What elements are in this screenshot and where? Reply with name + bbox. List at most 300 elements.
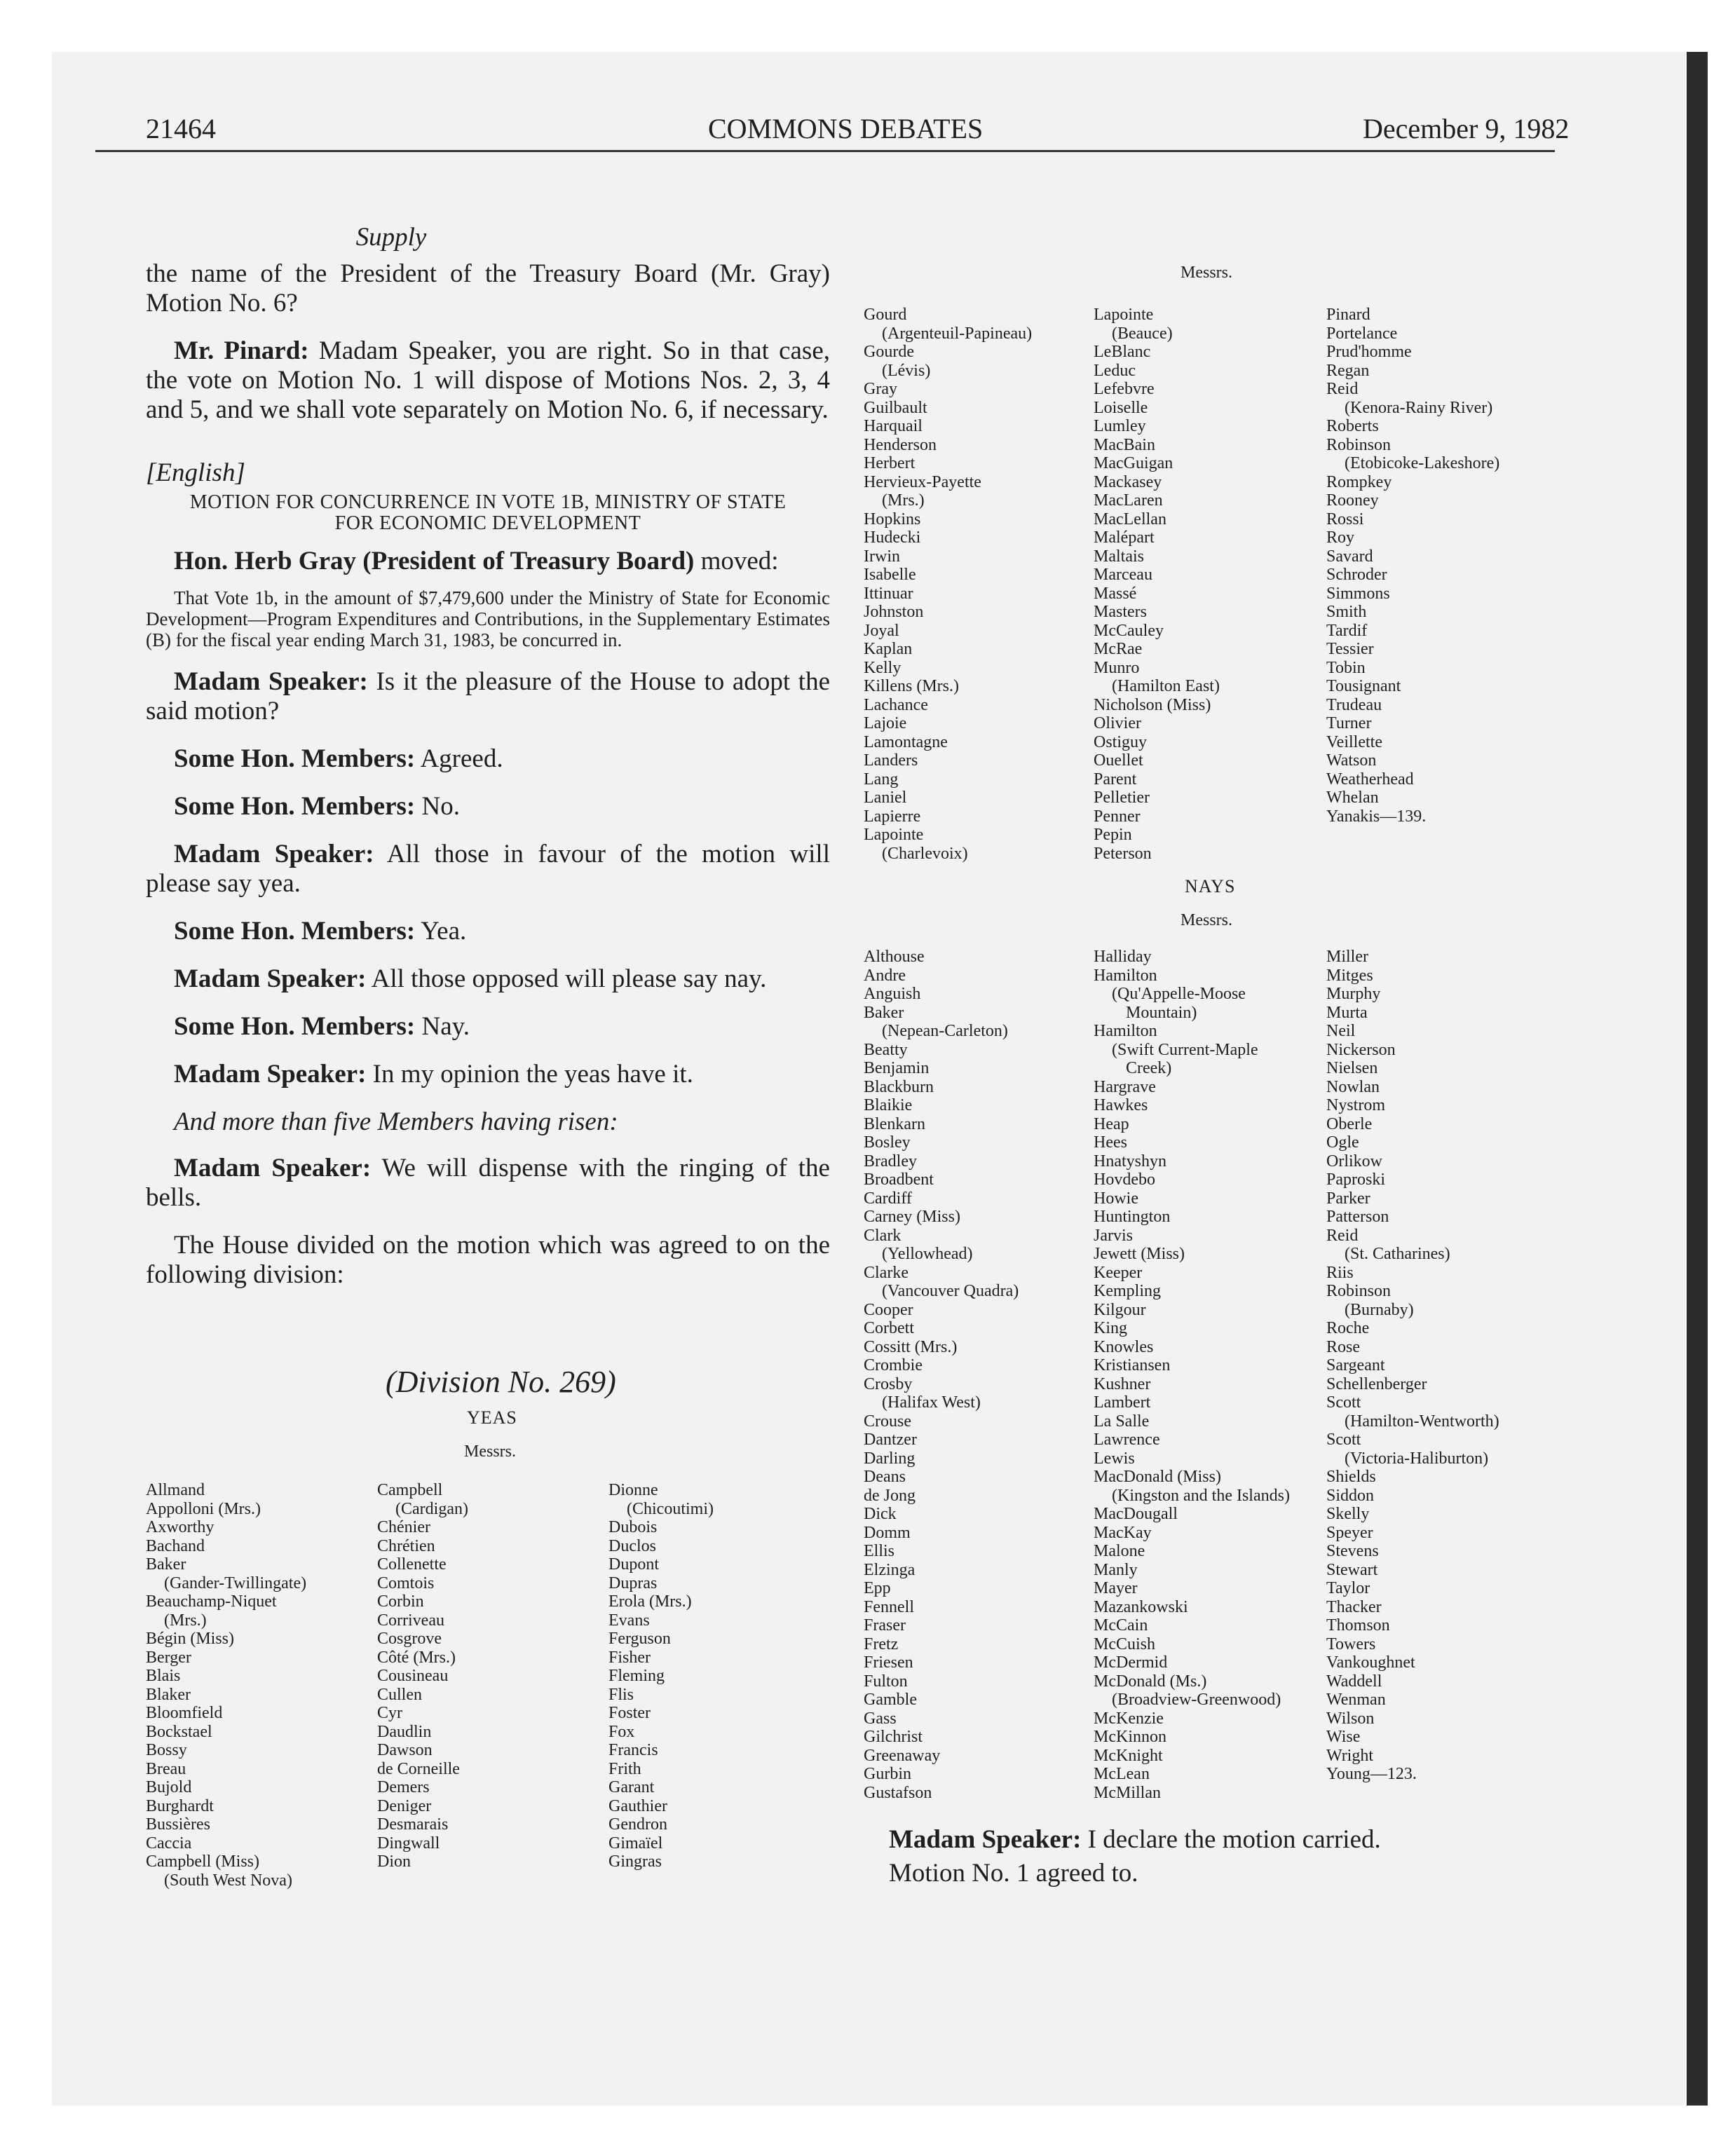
member-name: Kelly — [864, 658, 901, 677]
speaker-name: Some Hon. Members: — [174, 792, 416, 821]
member-name: Corriveau — [377, 1611, 444, 1630]
member-name: Parker — [1326, 1189, 1370, 1208]
speech-paragraph — [146, 964, 830, 994]
member-name: Caccia — [146, 1834, 192, 1853]
member-name: Schellenberger — [1326, 1374, 1427, 1393]
member-name: Portelance — [1326, 324, 1398, 343]
member-name: Creek) — [1126, 1059, 1172, 1077]
member-name: Appolloni (Mrs.) — [146, 1499, 261, 1518]
division-intro: The House divided on the motion which was agreed to on the following division: — [146, 1231, 830, 1289]
member-name: Howie — [1094, 1189, 1138, 1208]
member-name: Jewett (Miss) — [1094, 1245, 1185, 1263]
speech-text: In my opinion the yeas have it. — [366, 1060, 693, 1089]
member-name: Ittinuar — [864, 584, 913, 603]
member-name: Pinard — [1326, 306, 1370, 324]
member-name: Killens (Mrs.) — [864, 677, 959, 695]
member-name: Bussières — [146, 1815, 210, 1834]
member-name: Hamilton — [1094, 966, 1157, 985]
member-name: Cousineau — [377, 1667, 449, 1685]
member-name: (South West Nova) — [164, 1871, 292, 1890]
member-name: Francis — [608, 1741, 658, 1759]
member-name: McRae — [1094, 640, 1143, 658]
member-name: Mitges — [1326, 966, 1373, 985]
member-name: Gourde — [864, 343, 914, 361]
exchange-list — [146, 667, 830, 1089]
member-name: Crouse — [864, 1412, 911, 1431]
member-name: de Jong — [864, 1486, 916, 1505]
member-name: Cullen — [377, 1685, 422, 1704]
member-name: Erola (Mrs.) — [608, 1592, 692, 1611]
member-name: Dupont — [608, 1555, 659, 1574]
member-name: Tobin — [1326, 658, 1366, 677]
member-name: Mazankowski — [1094, 1597, 1188, 1616]
member-name: Robinson — [1326, 1282, 1392, 1300]
member-name: (Halifax West) — [882, 1393, 981, 1412]
member-name: Crosby — [864, 1374, 913, 1393]
member-name: Breau — [146, 1759, 186, 1778]
messrs-label: Messrs. — [1181, 911, 1233, 929]
member-name: McKinnon — [1094, 1728, 1166, 1746]
motion-result: Motion No. 1 agreed to. — [889, 1859, 1138, 1888]
speaker-name: Madam Speaker: — [174, 964, 367, 993]
member-name: Dupras — [608, 1574, 658, 1592]
member-name: Weatherhead — [1326, 770, 1414, 789]
member-name: Ellis — [864, 1542, 895, 1560]
member-name: Hudecki — [864, 528, 921, 547]
member-name: Lefebvre — [1094, 380, 1155, 398]
member-name: Jarvis — [1094, 1226, 1133, 1245]
member-name: Murphy — [1326, 985, 1381, 1003]
member-name: Siddon — [1326, 1486, 1375, 1505]
member-name: Pelletier — [1094, 789, 1150, 807]
member-name: MacBain — [1094, 435, 1155, 454]
member-name: King — [1094, 1319, 1127, 1337]
member-name: Thomson — [1326, 1616, 1390, 1635]
member-name: Tessier — [1326, 640, 1374, 658]
closing — [889, 1825, 1555, 1888]
member-name: MacLellan — [1094, 510, 1166, 528]
member-name: Collenette — [377, 1555, 447, 1574]
member-name: Dick — [864, 1505, 897, 1523]
member-name: Shields — [1326, 1468, 1376, 1486]
member-name: Roy — [1326, 528, 1355, 547]
member-name: MacLaren — [1094, 491, 1163, 510]
running-title: COMMONS DEBATES — [708, 113, 984, 144]
member-name: Lachance — [864, 695, 928, 714]
member-name: Knowles — [1094, 1337, 1154, 1356]
member-name: (Hamilton East) — [1112, 677, 1220, 695]
member-name: McCuish — [1094, 1635, 1156, 1653]
member-name: Veillette — [1326, 732, 1382, 751]
member-name: (Chicoutimi) — [627, 1499, 714, 1518]
speech-paragraph — [146, 1060, 830, 1089]
speech-text: Is it the pleasure of the House to adopt the said motion? — [146, 667, 830, 725]
member-name: Blaikie — [864, 1096, 913, 1114]
member-name: Althouse — [864, 948, 925, 966]
member-name: Anguish — [864, 985, 921, 1003]
member-name: Stevens — [1326, 1542, 1379, 1560]
speech-paragraph — [146, 840, 830, 899]
member-name: Oberle — [1326, 1114, 1373, 1133]
member-name: Dingwall — [377, 1834, 440, 1853]
section-title: Supply — [355, 223, 427, 252]
member-name: (Mrs.) — [882, 491, 925, 510]
member-name: (Yellowhead) — [882, 1245, 973, 1263]
member-name: Hees — [1094, 1133, 1127, 1152]
member-name: Ferguson — [608, 1630, 671, 1648]
binding-shadow — [1687, 52, 1708, 2106]
member-name: Cosgrove — [377, 1630, 442, 1648]
member-name: McDermid — [1094, 1653, 1168, 1672]
member-name: Ogle — [1326, 1133, 1359, 1152]
member-name: Roche — [1326, 1319, 1370, 1337]
member-name: Lajoie — [864, 714, 907, 732]
member-name: Clarke — [864, 1263, 909, 1282]
member-name: Chrétien — [377, 1536, 435, 1555]
member-name: Corbin — [377, 1592, 424, 1611]
yeas-left-col2 — [377, 1481, 468, 1871]
member-name: Bossy — [146, 1741, 187, 1759]
member-name: Scott — [1326, 1431, 1361, 1449]
member-name: (Kenora-Rainy River) — [1345, 398, 1493, 417]
member-name: Kristiansen — [1094, 1356, 1171, 1374]
member-name: Smith — [1326, 603, 1367, 621]
member-name: Beatty — [864, 1040, 908, 1059]
member-name: Cooper — [864, 1300, 913, 1319]
speech-text: Agreed. — [415, 744, 503, 773]
member-name: Leduc — [1094, 361, 1136, 380]
member-name: Greenaway — [864, 1746, 941, 1765]
member-name: Pepin — [1094, 826, 1132, 844]
member-name: Cossitt (Mrs.) — [864, 1337, 958, 1356]
member-name: Dionne — [608, 1481, 658, 1499]
member-name: McMillan — [1094, 1783, 1161, 1802]
speaker-name: Some Hon. Members: — [174, 917, 416, 946]
member-name: Fox — [608, 1722, 635, 1741]
nays-label: NAYS — [1185, 876, 1236, 896]
member-name: Evans — [608, 1611, 650, 1630]
member-name: Keeper — [1094, 1263, 1143, 1282]
member-name: Daudlin — [377, 1722, 432, 1741]
speech-paragraph — [146, 667, 830, 726]
member-name: de Corneille — [377, 1759, 460, 1778]
member-name: Savard — [1326, 547, 1373, 566]
member-name: Bachand — [146, 1536, 205, 1555]
member-name: Peterson — [1094, 844, 1152, 863]
member-name: (Charlevoix) — [882, 844, 968, 863]
member-name: Hnatyshyn — [1094, 1152, 1166, 1171]
member-name: Nielsen — [1326, 1059, 1378, 1077]
member-name: MacDougall — [1094, 1505, 1178, 1523]
member-name: Blais — [146, 1667, 181, 1685]
member-name: Broadbent — [864, 1171, 934, 1189]
member-name: Gustafson — [864, 1783, 932, 1802]
member-name: Elzinga — [864, 1560, 916, 1579]
member-name: Dawson — [377, 1741, 433, 1759]
member-name: Wilson — [1326, 1709, 1375, 1728]
member-name: Blaker — [146, 1685, 191, 1704]
member-name: Lumley — [1094, 417, 1146, 435]
member-name: Cyr — [377, 1704, 402, 1722]
speaker-name: Madam Speaker: — [174, 1154, 372, 1182]
member-name: Kilgour — [1094, 1300, 1146, 1319]
member-name: (Qu'Appelle-Moose — [1112, 985, 1246, 1003]
member-name: Nowlan — [1326, 1077, 1380, 1096]
member-name: Schroder — [1326, 566, 1387, 584]
member-name: Lapointe — [864, 826, 924, 844]
member-name: Lawrence — [1094, 1431, 1160, 1449]
member-name: Johnston — [864, 603, 924, 621]
member-name: Skelly — [1326, 1505, 1370, 1523]
member-name: Darling — [864, 1449, 916, 1468]
member-name: Chénier — [377, 1518, 430, 1536]
member-name: Bégin (Miss) — [146, 1630, 234, 1648]
member-name: Mountain) — [1126, 1003, 1197, 1022]
member-name: Neil — [1326, 1022, 1356, 1040]
member-name: Miller — [1326, 948, 1368, 966]
member-name: Côté (Mrs.) — [377, 1648, 456, 1667]
risen-note: And more than five Members having risen: — [174, 1107, 618, 1136]
member-name: Penner — [1094, 807, 1141, 826]
messrs-label: Messrs. — [464, 1442, 517, 1461]
member-name: Wenman — [1326, 1691, 1386, 1709]
member-name: Baker — [146, 1555, 186, 1574]
member-name: Ostiguy — [1094, 732, 1148, 751]
member-name: Frith — [608, 1759, 641, 1778]
member-name: Whelan — [1326, 789, 1379, 807]
speech-paragraph — [146, 336, 830, 425]
member-name: Carney (Miss) — [864, 1208, 960, 1226]
motion-heading-line: MOTION FOR CONCURRENCE IN VOTE 1B, MINISTRY OF STATE — [189, 491, 787, 513]
member-name: Fulton — [864, 1672, 908, 1691]
member-name: Patterson — [1326, 1208, 1389, 1226]
member-name: Rose — [1326, 1337, 1360, 1356]
member-name: Riis — [1326, 1263, 1354, 1282]
member-name: Gass — [864, 1709, 897, 1728]
member-name: Watson — [1326, 751, 1377, 770]
member-name: Duclos — [608, 1536, 656, 1555]
member-name: Kempling — [1094, 1282, 1161, 1300]
member-name: Campbell — [377, 1481, 443, 1499]
member-name: (Cardigan) — [395, 1499, 468, 1518]
member-name: Malone — [1094, 1542, 1145, 1560]
member-name: Wise — [1326, 1728, 1361, 1746]
member-name: Speyer — [1326, 1523, 1373, 1542]
member-name: Nystrom — [1326, 1096, 1385, 1114]
member-name: Hamilton — [1094, 1022, 1157, 1040]
member-name: Reid — [1326, 380, 1359, 398]
member-name: Epp — [864, 1579, 891, 1597]
member-name: Friesen — [864, 1653, 913, 1672]
member-name: Ouellet — [1094, 751, 1143, 770]
member-name: Harquail — [864, 417, 923, 435]
speech-paragraph — [889, 1825, 1555, 1855]
member-name: LeBlanc — [1094, 343, 1151, 361]
member-name: Gingras — [608, 1853, 662, 1871]
member-name: Gendron — [608, 1815, 667, 1834]
member-name: Halliday — [1094, 948, 1152, 966]
member-name: Heap — [1094, 1114, 1129, 1133]
member-name: Olivier — [1094, 714, 1141, 732]
member-name: McKnight — [1094, 1746, 1163, 1765]
member-name: Domm — [864, 1523, 911, 1542]
member-name: Sargeant — [1326, 1356, 1385, 1374]
member-name: Murta — [1326, 1003, 1368, 1022]
member-name: Hargrave — [1094, 1077, 1156, 1096]
member-name: Manly — [1094, 1560, 1138, 1579]
member-name: (Hamilton-Wentworth) — [1345, 1412, 1499, 1431]
member-name: Landers — [864, 751, 918, 770]
yeas-right-col1 — [864, 306, 1032, 863]
member-name: Guilbault — [864, 398, 927, 417]
speech-text: Yea. — [415, 917, 467, 946]
speech-text: All those in favour of the motion will please say yea. — [146, 840, 830, 898]
member-name: Lambert — [1094, 1393, 1151, 1412]
member-name: Yanakis—139. — [1326, 807, 1427, 826]
member-name: Kushner — [1094, 1374, 1151, 1393]
member-name: Orlikow — [1326, 1152, 1382, 1171]
page-number: 21464 — [146, 113, 216, 144]
speaker-name: Mr. Pinard: — [174, 336, 309, 365]
member-name: Young—123. — [1326, 1765, 1417, 1783]
member-name: Gimaïel — [608, 1834, 663, 1853]
member-name: (St. Catharines) — [1345, 1245, 1450, 1263]
member-name: Demers — [377, 1778, 430, 1796]
motion-text: That Vote 1b, in the amount of $7,479,600 under the Ministry of State for Economic Development—Program Expenditures and Contributions, in the Supplementary Estimates (B) for the fiscal year ending March 31, 1983, be concurred in. — [146, 587, 830, 650]
member-name: Clark — [864, 1226, 901, 1245]
member-name: Munro — [1094, 658, 1140, 677]
member-name: Lapointe — [1094, 306, 1154, 324]
member-name: Gourd — [864, 306, 907, 324]
header-rule — [95, 150, 1555, 152]
member-name: Garant — [608, 1778, 655, 1796]
member-name: Blenkarn — [864, 1114, 925, 1133]
member-name: Dantzer — [864, 1431, 917, 1449]
member-name: MacKay — [1094, 1523, 1152, 1542]
member-name: Thacker — [1326, 1597, 1382, 1616]
member-name: Dion — [377, 1853, 411, 1871]
member-name: Towers — [1326, 1635, 1376, 1653]
member-name: Gurbin — [864, 1765, 911, 1783]
member-name: Gauthier — [608, 1796, 667, 1815]
speaker-name: Some Hon. Members: — [174, 744, 416, 773]
division-title: (Division No. 269) — [386, 1365, 616, 1399]
member-name: Hovdebo — [1094, 1171, 1155, 1189]
member-name: (Kingston and the Islands) — [1112, 1486, 1290, 1505]
member-name: Reid — [1326, 1226, 1359, 1245]
member-name: (Lévis) — [882, 361, 931, 380]
member-name: Prud'homme — [1326, 343, 1412, 361]
member-name: Malépart — [1094, 528, 1155, 547]
member-name: Hawkes — [1094, 1096, 1148, 1114]
member-name: (Argenteuil-Papineau) — [882, 324, 1033, 343]
member-name: Fraser — [864, 1616, 906, 1635]
member-name: Waddell — [1326, 1672, 1382, 1691]
speech-paragraph — [146, 1154, 830, 1213]
member-name: Corbett — [864, 1319, 914, 1337]
member-name: Fretz — [864, 1635, 899, 1653]
member-name: Simmons — [1326, 584, 1390, 603]
member-name: Crombie — [864, 1356, 923, 1374]
member-name: Kaplan — [864, 640, 913, 658]
member-name: Beauchamp-Niquet — [146, 1592, 277, 1611]
page-date: December 9, 1982 — [1363, 113, 1570, 144]
member-name: Fennell — [864, 1597, 914, 1616]
member-name: (Burnaby) — [1345, 1300, 1414, 1319]
member-name: Regan — [1326, 361, 1370, 380]
speaker-name: Madam Speaker: — [174, 667, 368, 696]
member-name: Hopkins — [864, 510, 921, 528]
member-name: Bujold — [146, 1778, 192, 1796]
member-name: Hervieux-Payette — [864, 472, 981, 491]
member-name: MacDonald (Miss) — [1094, 1468, 1221, 1486]
member-name: Tousignant — [1326, 677, 1401, 695]
member-name: Gilchrist — [864, 1728, 923, 1746]
speaker-name: Madam Speaker: — [889, 1825, 1082, 1854]
member-name: Cardiff — [864, 1189, 912, 1208]
member-name: (Nepean-Carleton) — [882, 1022, 1008, 1040]
member-name: Rossi — [1326, 510, 1364, 528]
member-name: (Gander-Twillingate) — [164, 1574, 307, 1592]
member-name: Allmand — [146, 1481, 205, 1499]
member-name: McLean — [1094, 1765, 1150, 1783]
member-name: Deans — [864, 1468, 906, 1486]
speech-paragraph — [146, 1012, 830, 1042]
member-name: Desmarais — [377, 1815, 449, 1834]
speech-text: Madam Speaker, you are right. So in that case, the vote on Motion No. 1 will dispose of Motions Nos. 2, 3, 4 and 5, and we shall vote separately on Motion No. 6, if necessary. — [146, 336, 831, 424]
member-name: Isabelle — [864, 566, 916, 584]
member-name: Maltais — [1094, 547, 1144, 566]
member-name: La Salle — [1094, 1412, 1150, 1431]
member-name: Huntington — [1094, 1208, 1171, 1226]
speech-text: Nay. — [415, 1012, 470, 1041]
member-name: Turner — [1326, 714, 1372, 732]
speaker-name: Madam Speaker: — [174, 1060, 367, 1089]
member-name: Gray — [864, 380, 897, 398]
member-name: Blackburn — [864, 1077, 934, 1096]
member-name: MacGuigan — [1094, 454, 1173, 472]
member-name: Wright — [1326, 1746, 1374, 1765]
member-name: Mackasey — [1094, 472, 1162, 491]
member-name: Masters — [1094, 603, 1147, 621]
member-name: (Vancouver Quadra) — [882, 1282, 1019, 1300]
language-marker: [English] — [146, 458, 245, 487]
nays-col1 — [864, 948, 1019, 1802]
member-name: Parent — [1094, 770, 1137, 789]
member-name: Taylor — [1326, 1579, 1370, 1597]
member-name: Baker — [864, 1003, 904, 1022]
speech-text: No. — [415, 792, 460, 821]
member-name: Henderson — [864, 435, 937, 454]
member-name: Comtois — [377, 1574, 435, 1592]
member-name: Berger — [146, 1648, 191, 1667]
member-name: McCauley — [1094, 621, 1164, 640]
motion-heading — [146, 492, 830, 534]
member-name: Joyal — [864, 621, 899, 640]
member-name: (Broadview-Greenwood) — [1112, 1691, 1281, 1709]
speech-paragraph — [146, 792, 830, 821]
speech-text: We will dispense with the ringing of the bells. — [146, 1154, 830, 1212]
member-name: Lang — [864, 770, 899, 789]
member-name: (Swift Current-Maple — [1112, 1040, 1258, 1059]
member-name: Deniger — [377, 1796, 432, 1815]
member-name: Lapierre — [864, 807, 921, 826]
member-name: Stewart — [1326, 1560, 1378, 1579]
member-name: Lewis — [1094, 1449, 1135, 1468]
motion-heading-line: FOR ECONOMIC DEVELOPMENT — [334, 512, 641, 534]
member-name: McKenzie — [1094, 1709, 1164, 1728]
yeas-right-col3 — [1326, 306, 1499, 826]
